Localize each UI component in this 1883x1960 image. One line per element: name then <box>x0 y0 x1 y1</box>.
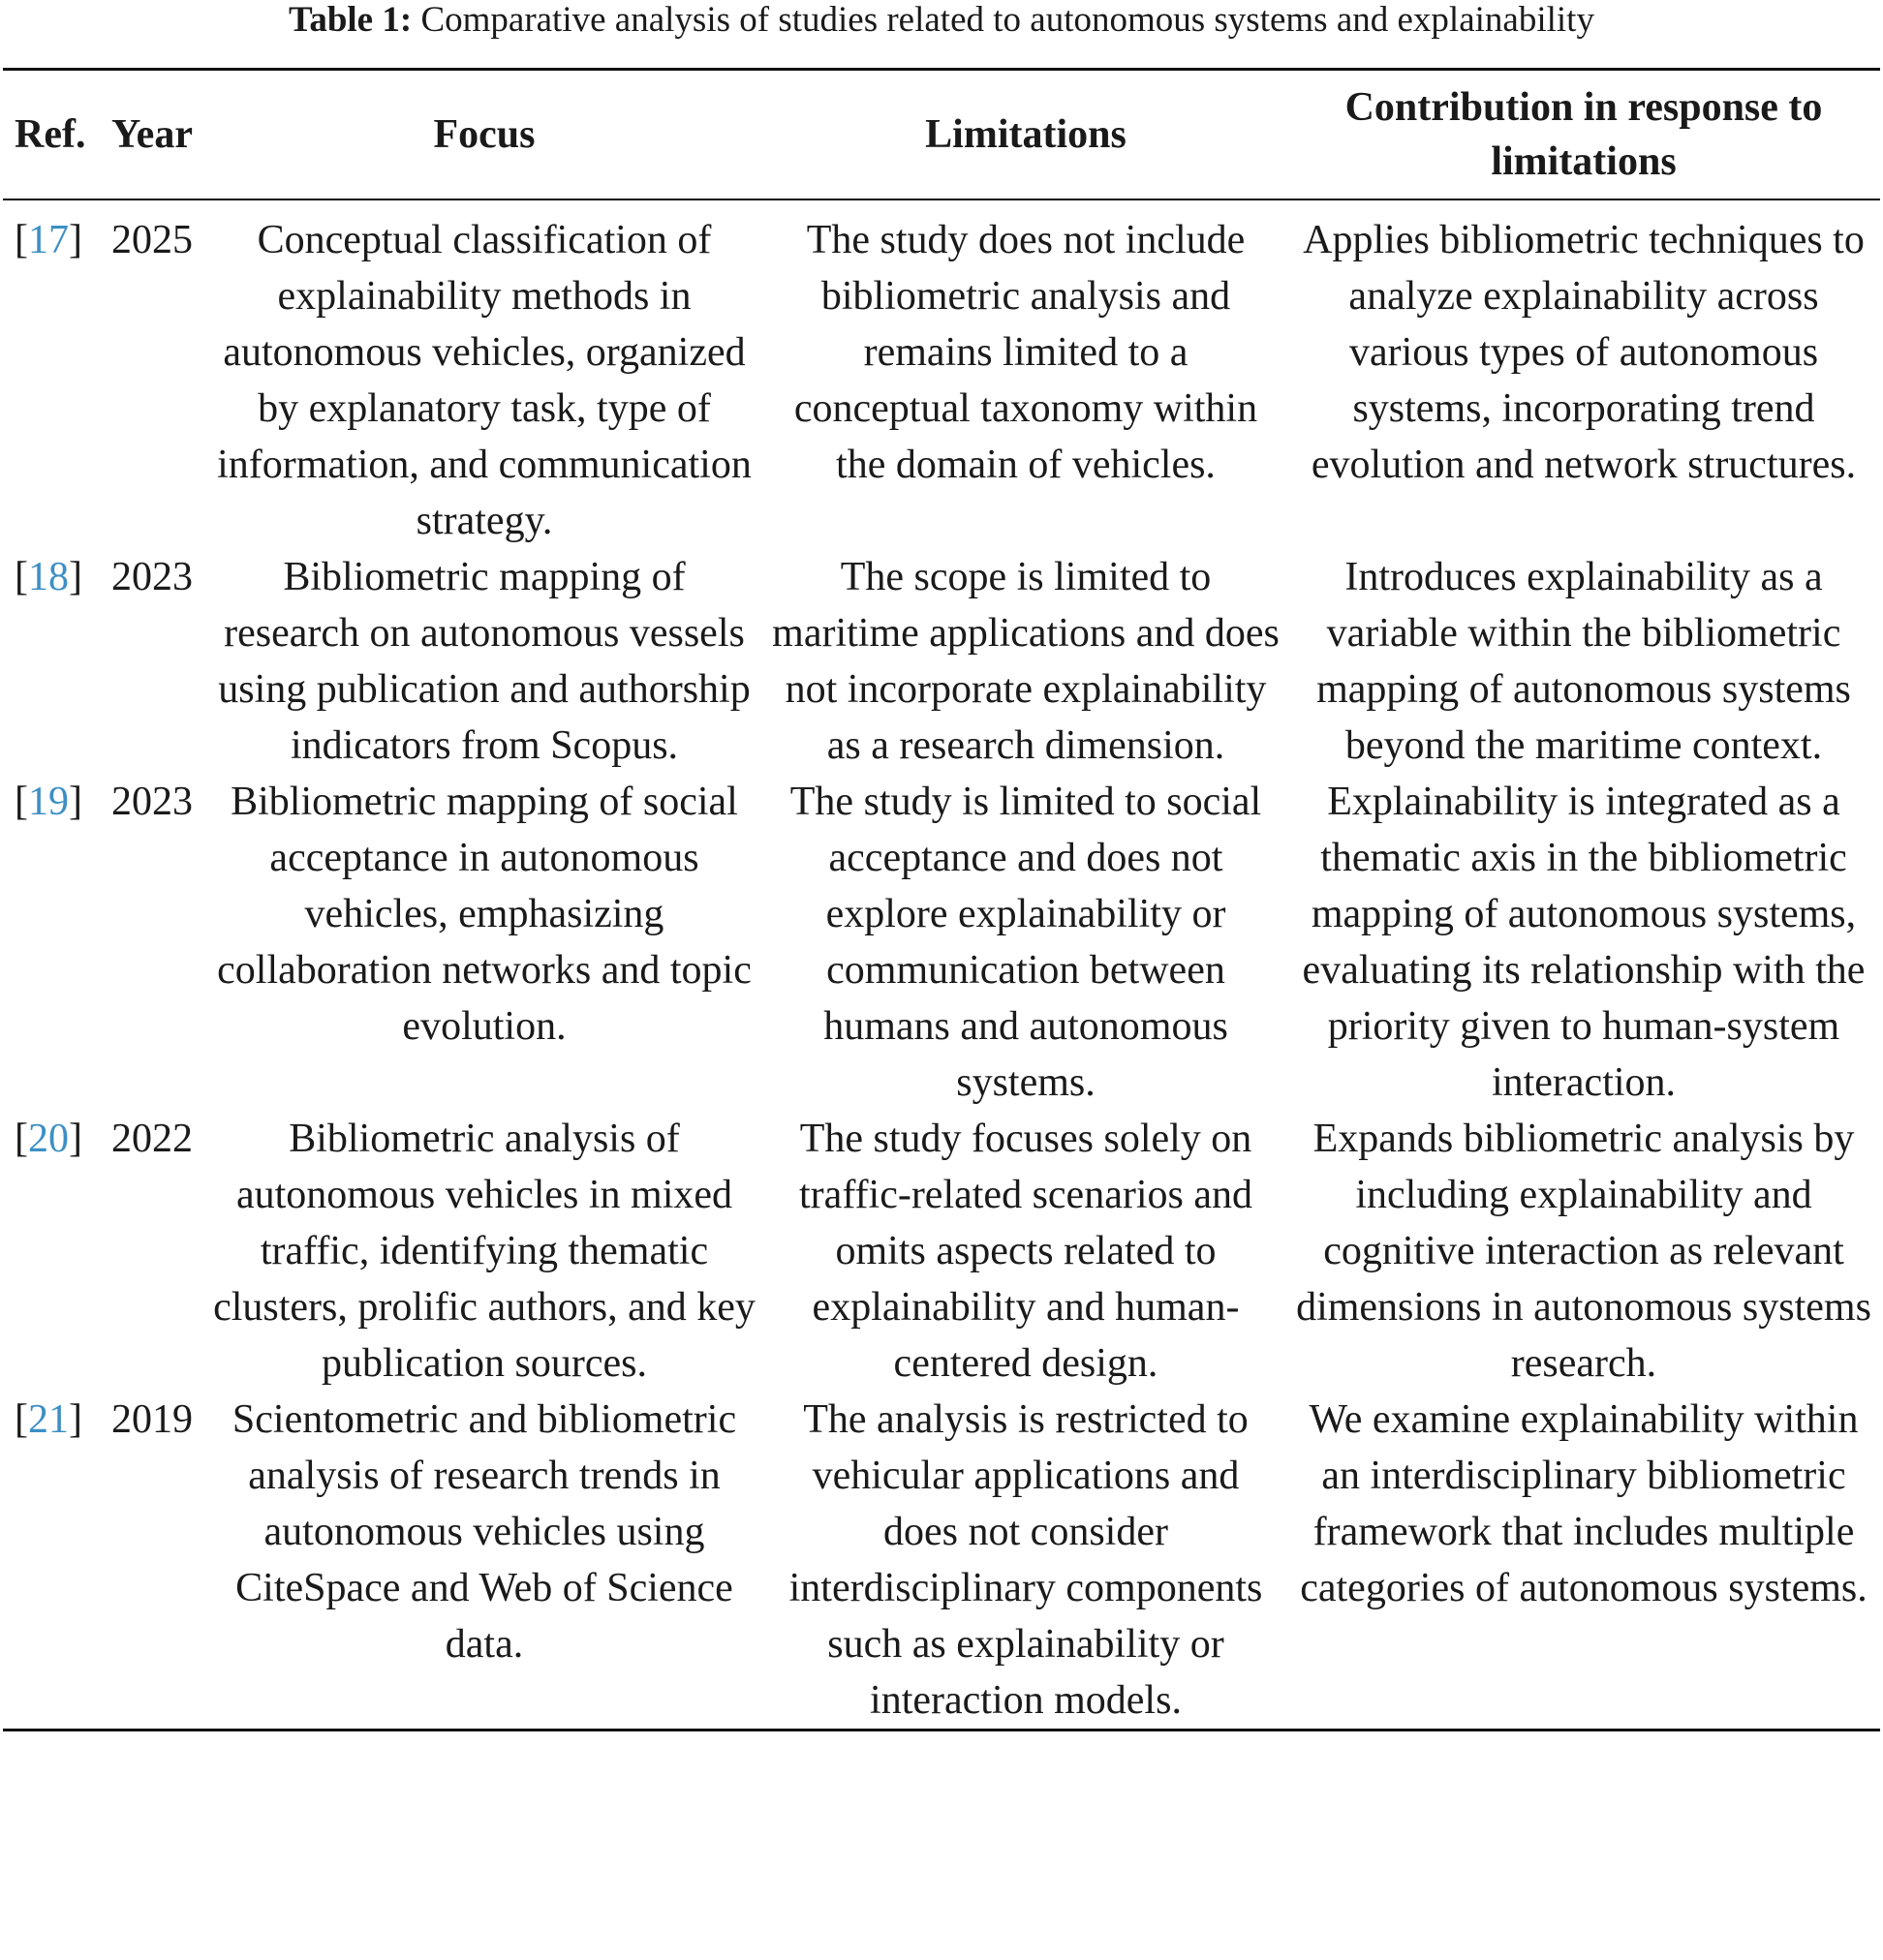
focus-cell: Conceptual classification of explainability methods in autonomous vehicles, organized by explanatory task, type of information, and communication strategy. <box>217 218 752 543</box>
header-year: Year <box>111 112 193 157</box>
table-header-row <box>3 70 1880 200</box>
limitations-cell: The study focuses solely on traffic-related scenarios and omits aspects related to explainability and human-centered design. <box>799 1117 1252 1386</box>
year-cell: 2023 <box>111 780 193 824</box>
table-row <box>3 1392 1880 1730</box>
citation-link[interactable]: 17 <box>28 218 69 262</box>
header-limitations: Limitations <box>925 112 1127 157</box>
table-row <box>3 199 1880 549</box>
table-row <box>3 1111 1880 1392</box>
focus-cell: Bibliometric mapping of research on autonomous vessels using publication and authorship indicators from Scopus. <box>218 555 751 768</box>
limitations-cell: The analysis is restricted to vehicular applications and does not consider interdisciplinary components such as explainability or interaction models. <box>788 1397 1263 1723</box>
header-contribution <box>1287 70 1880 200</box>
ref-cell[interactable]: [17] <box>15 218 82 262</box>
table-header <box>3 70 1880 200</box>
ref-cell[interactable]: [18] <box>15 555 82 599</box>
citation-link[interactable]: 21 <box>28 1397 69 1442</box>
header-contribution-label: Contribution in response to limitations <box>1344 85 1823 184</box>
year-cell: 2022 <box>111 1117 193 1161</box>
contribution-cell: We examine explainability within an interdisciplinary bibliometric framework that includes multiple categories of autonomous systems. <box>1300 1397 1868 1610</box>
contribution-cell: Introduces explainability as a variable within the bibliometric mapping of autonomous systems beyond the maritime context. <box>1316 555 1851 768</box>
contribution-cell: Expands bibliometric analysis by including explainability and cognitive interaction as relevant dimensions in autonomous systems research. <box>1296 1117 1871 1386</box>
table-caption <box>0 0 1883 41</box>
contribution-cell: Explainability is integrated as a thematic axis in the bibliometric mapping of autonomous systems, evaluating its relationship with the priority given to human-system interaction. <box>1302 780 1866 1105</box>
table-row <box>3 774 1880 1111</box>
focus-cell: Bibliometric analysis of autonomous vehicles in mixed traffic, identifying thematic clusters, prolific authors, and key publication sources. <box>213 1117 756 1386</box>
focus-cell: Bibliometric mapping of social acceptance in autonomous vehicles, emphasizing collaboration networks and topic evolution. <box>217 780 752 1049</box>
table-caption-text: Comparative analysis of studies related to autonomous systems and explainability <box>420 0 1594 40</box>
limitations-cell: The study does not include bibliometric analysis and remains limited to a conceptual taxonomy within the domain of vehicles. <box>793 218 1258 487</box>
limitations-cell: The scope is limited to maritime applications and does not incorporate explainability as a research dimension. <box>772 555 1280 768</box>
citation-link[interactable]: 20 <box>28 1117 69 1161</box>
ref-cell[interactable]: [20] <box>15 1117 82 1161</box>
ref-cell[interactable]: [19] <box>15 780 82 824</box>
header-focus: Focus <box>433 112 536 157</box>
table-body <box>3 199 1880 1730</box>
ref-cell[interactable]: [21] <box>15 1397 82 1442</box>
year-cell: 2019 <box>111 1397 193 1442</box>
year-cell: 2025 <box>111 218 193 262</box>
limitations-cell: The study is limited to social acceptance and does not explore explainability or communication between humans and autonomous systems. <box>789 780 1262 1105</box>
comparison-table <box>3 68 1880 1731</box>
contribution-cell: Applies bibliometric techniques to analyze explainability across various types of autonomous systems, incorporating trend evolution and network structures. <box>1303 218 1865 487</box>
citation-link[interactable]: 18 <box>28 555 69 599</box>
focus-cell: Scientometric and bibliometric analysis of research trends in autonomous vehicles using CiteSpace and Web of Science data. <box>232 1397 737 1667</box>
table-caption-label: Table 1: <box>289 0 413 40</box>
table-row <box>3 549 1880 774</box>
citation-link[interactable]: 19 <box>28 780 69 824</box>
year-cell: 2023 <box>111 555 193 599</box>
header-ref: Ref. <box>15 112 86 157</box>
